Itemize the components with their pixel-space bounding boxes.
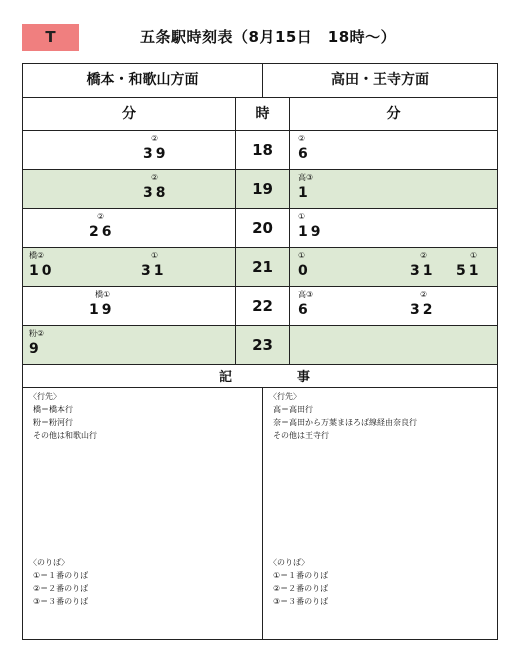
legend-item: ①＝１番のりば [33,571,89,580]
notes-header-ji: 事 [297,370,311,385]
legend-item: ③＝３番のりば [273,597,329,606]
route-badge: T [22,24,79,51]
notes-left [23,388,263,640]
departure [410,250,450,280]
departure [298,211,358,241]
departure-minute: 51 [456,263,482,279]
minute-header-right: 分 [386,106,401,122]
timetable-row [23,131,497,170]
departure-mark: ① [298,251,306,260]
destination-legend [269,390,417,442]
notes-right [263,388,497,640]
departure-mark: ② [151,134,159,143]
departures-right [290,287,497,325]
departure-mark: 橋② [29,251,45,260]
legend-item: ②＝２番のりば [33,584,89,593]
departure [89,289,149,319]
departure [143,133,203,163]
departure-minute: 32 [410,302,436,318]
legend-item: その他は和歌山行 [33,431,97,440]
departures-left [23,131,236,169]
departures-right [290,209,497,247]
direction-header [23,64,497,98]
legend-item: ②＝２番のりば [273,584,329,593]
column-header [23,98,497,131]
departure [29,250,89,280]
legend-item: ①＝１番のりば [273,571,329,580]
departure-minute: 38 [143,185,169,201]
departure-mark: ② [420,290,428,299]
departure-mark: ② [420,251,428,260]
departure-minute: 31 [410,263,436,279]
timetable [22,63,498,640]
timetable-row [23,248,497,287]
notes-header [23,361,497,388]
legend-title: 〈のりば〉 [269,558,310,567]
departure-minute: 1 [298,185,311,201]
hour-cell: 22 [236,287,290,325]
hour-cell: 21 [236,248,290,286]
hour-cell: 19 [236,170,290,208]
departure [89,211,149,241]
platform-legend [269,556,328,608]
departure-minute: 10 [29,263,55,279]
departure-minute: 31 [141,263,167,279]
departure-minute: 39 [143,146,169,162]
page-title: 五条駅時刻表（8月15日 18時～） [140,28,397,46]
timetable-row [23,170,497,209]
hour-cell: 20 [236,209,290,247]
departure-minute: 19 [298,224,324,240]
departure-mark: ② [298,134,306,143]
legend-title: 〈のりば〉 [29,558,70,567]
departure [298,289,358,319]
departure-mark: 橋① [95,290,111,299]
departures-right [290,248,497,286]
legend-title: 〈行先〉 [269,392,301,401]
hour-cell: 23 [236,326,290,364]
departure [456,250,496,280]
departures-left [23,248,236,286]
departures-left [23,287,236,325]
legend-item: その他は王寺行 [273,431,329,440]
legend-item: 粉＝粉河行 [33,418,73,427]
departure [298,133,358,163]
timetable-row [23,287,497,326]
legend-item: 奈＝高田から万葉まほろば線経由奈良行 [273,418,417,427]
departure-minute: 0 [298,263,311,279]
platform-legend [29,556,88,608]
departure-mark: ① [151,251,159,260]
departures-right [290,170,497,208]
legend-item: 高＝高田行 [273,405,313,414]
departure-mark: 高③ [298,173,314,182]
departure-mark: 粉② [29,329,45,338]
departure-minute: 9 [29,341,42,357]
departures-left [23,170,236,208]
departure-minute: 19 [89,302,115,318]
hour-cell: 18 [236,131,290,169]
departures-left [23,326,236,364]
direction-right: 高田・王寺方面 [331,72,429,88]
departure [410,289,450,319]
departure [298,172,358,202]
departure-minute: 6 [298,302,311,318]
timetable-row [23,209,497,248]
timetable-row [23,326,497,365]
departures-right [290,326,497,364]
departure-mark: ② [151,173,159,182]
departure [29,328,89,358]
departure [298,250,358,280]
departure [141,250,201,280]
departure-minute: 26 [89,224,115,240]
minute-header-left: 分 [23,98,236,130]
destination-legend [29,390,97,442]
departure-mark: ② [97,212,105,221]
departures-right [290,131,497,169]
departures-left [23,209,236,247]
legend-title: 〈行先〉 [29,392,61,401]
departure-mark: ① [470,251,478,260]
direction-left: 橋本・和歌山方面 [23,64,263,97]
notes-header-ki: 記 [219,370,233,385]
legend-item: ③＝３番のりば [33,597,89,606]
departure-minute: 6 [298,146,311,162]
legend-item: 橋＝橋本行 [33,405,73,414]
departure-mark: 高③ [298,290,314,299]
departure-mark: ① [298,212,306,221]
hour-header: 時 [236,98,290,130]
departure [143,172,203,202]
